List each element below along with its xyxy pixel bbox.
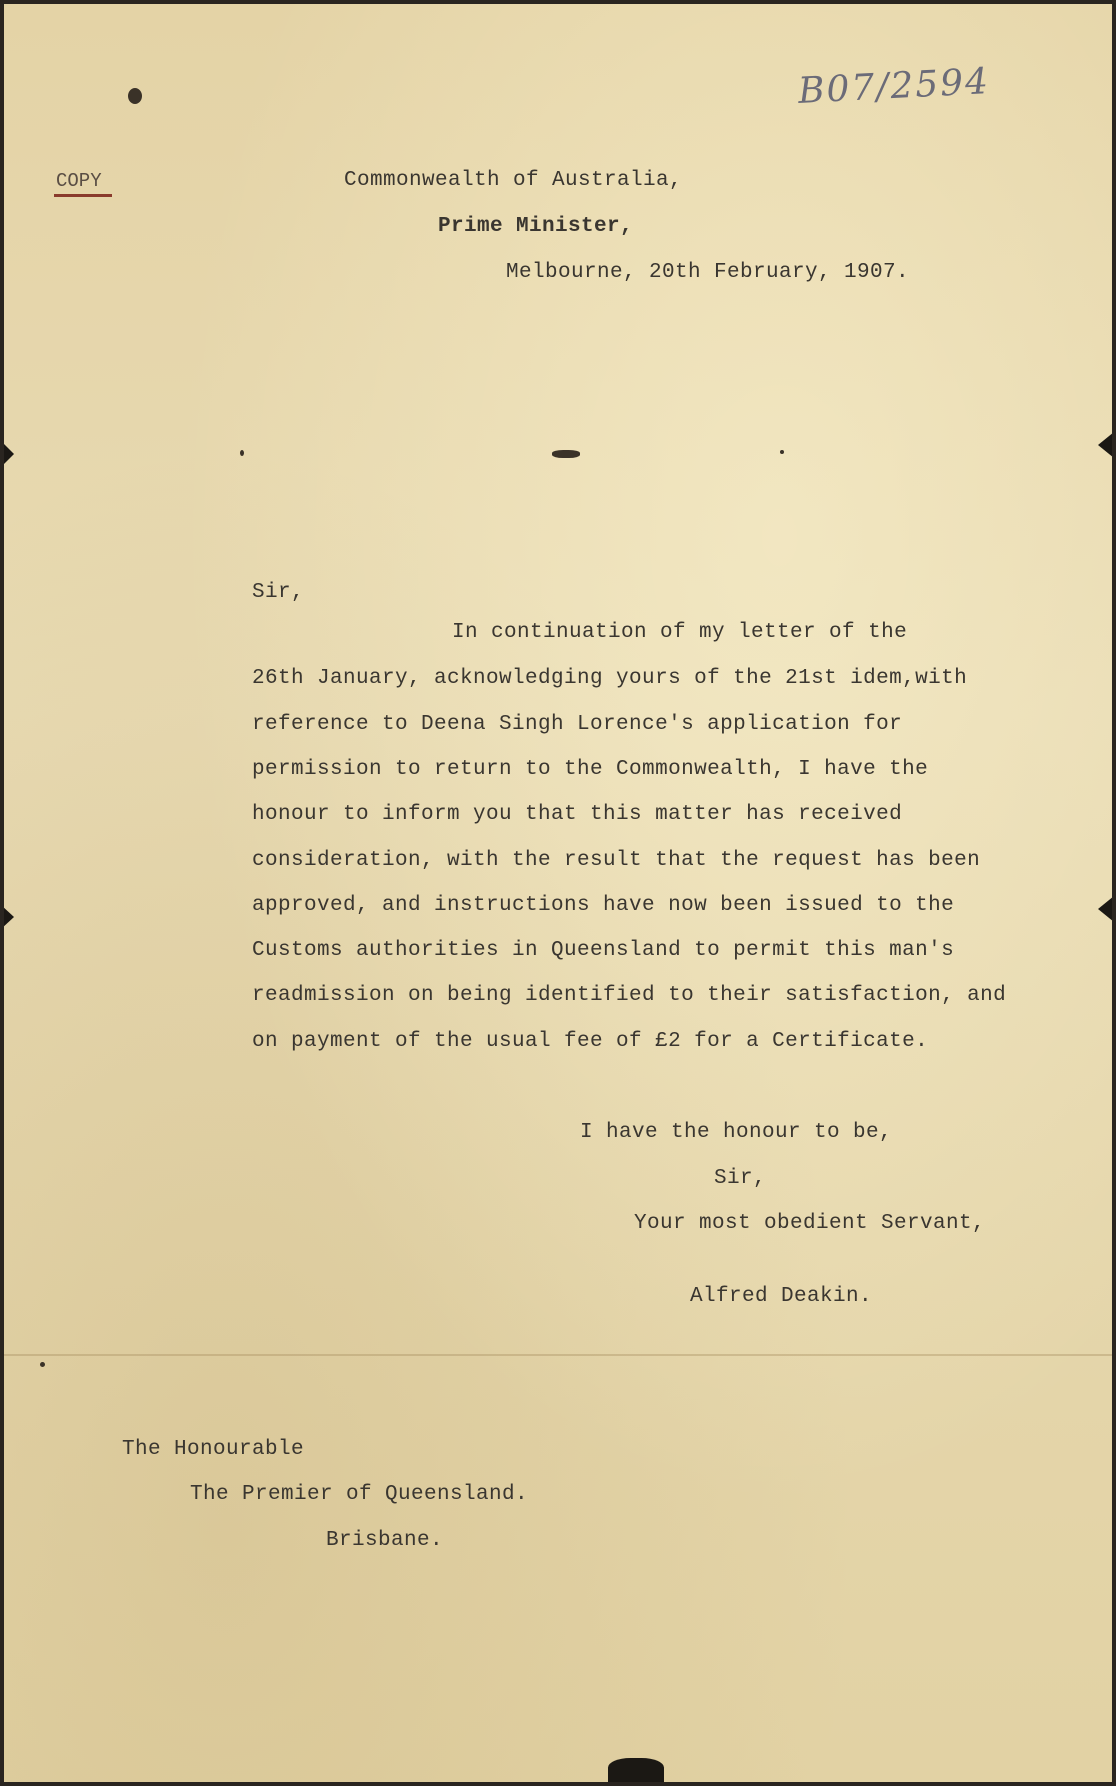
reference-number: B07/2594 <box>797 61 991 112</box>
letterhead-place-date: Melbourne, 20th February, 1907. <box>506 261 910 284</box>
ink-speck <box>240 450 244 456</box>
ink-blot <box>128 88 142 104</box>
punch-mark <box>1098 432 1112 458</box>
punch-mark <box>4 440 14 468</box>
body-line: 26th January, acknowledging yours of the 21st idem,with <box>252 667 968 690</box>
closing-servant: Your most obedient Servant, <box>634 1212 986 1235</box>
body-line: consideration, with the result that the request has been <box>252 849 981 872</box>
letter-page <box>4 4 1112 1782</box>
tear-mark <box>608 1758 664 1782</box>
punch-mark <box>1098 896 1112 922</box>
signature: Alfred Deakin. <box>690 1285 873 1308</box>
body-line: on payment of the usual fee of £2 for a Certificate. <box>252 1030 929 1053</box>
body-line: reference to Deena Singh Lorence's application for <box>252 713 903 736</box>
closing-sir: Sir, <box>714 1167 767 1190</box>
copy-label: COPY <box>56 170 102 192</box>
copy-underline <box>54 194 112 197</box>
ink-smudge <box>552 450 580 458</box>
fold-line <box>4 1354 1112 1356</box>
body-line: Customs authorities in Queensland to permit this man's <box>252 939 955 962</box>
addressee-title: The Honourable <box>122 1438 305 1461</box>
ink-speck <box>40 1362 45 1367</box>
letterhead-country: Commonwealth of Australia, <box>344 169 683 192</box>
salutation: Sir, <box>252 581 305 604</box>
letterhead-office: Prime Minister, <box>438 215 634 238</box>
addressee-name: The Premier of Queensland. <box>190 1483 529 1506</box>
body-line: permission to return to the Commonwealth, I have the <box>252 758 929 781</box>
punch-mark <box>4 904 14 930</box>
body-line: readmission on being identified to their satisfaction, and <box>252 984 1007 1007</box>
body-line: honour to inform you that this matter has received <box>252 803 903 826</box>
closing-line: I have the honour to be, <box>580 1121 893 1144</box>
ink-speck <box>780 450 784 454</box>
addressee-city: Brisbane. <box>326 1529 444 1552</box>
body-line: approved, and instructions have now been issued to the <box>252 894 955 917</box>
body-line: In continuation of my letter of the <box>452 621 908 644</box>
